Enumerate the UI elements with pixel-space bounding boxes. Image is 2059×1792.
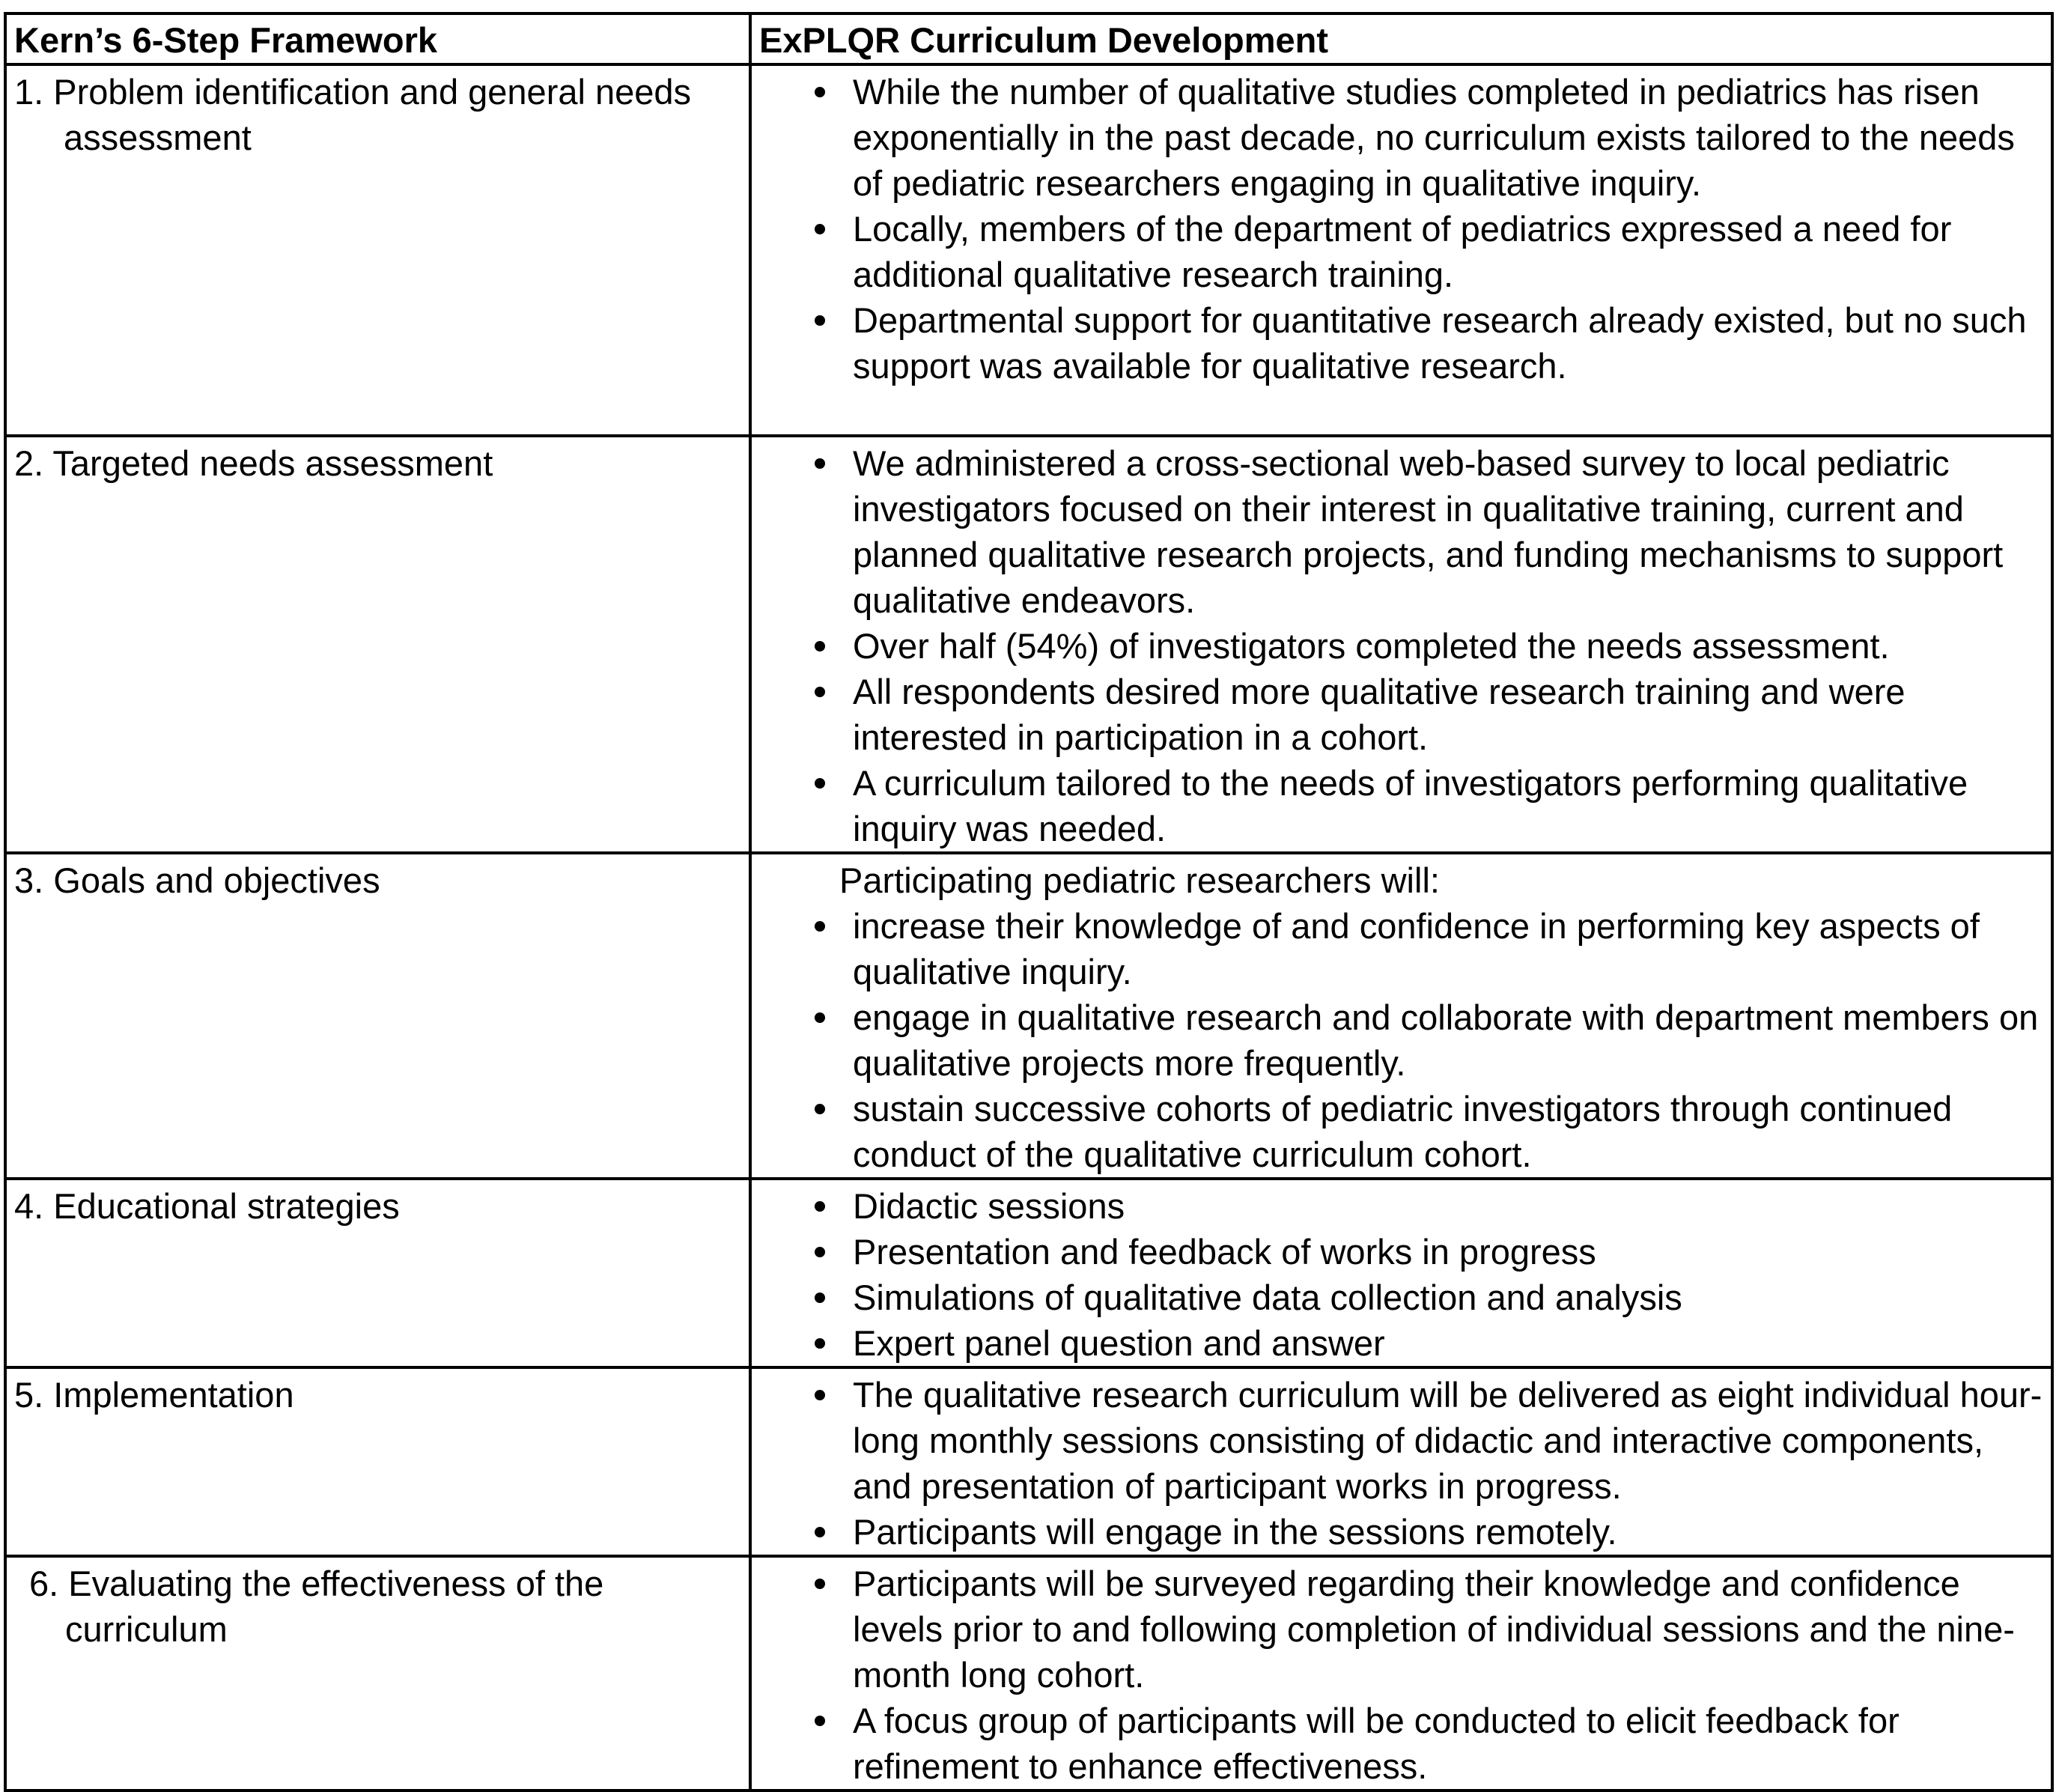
step-cell bbox=[5, 853, 750, 1179]
bullet-list bbox=[752, 440, 2046, 851]
detail-cell bbox=[750, 1556, 2052, 1791]
list-item: sustain successive cohorts of pediatric investigators through continued conduct of the qualitative curriculum cohort. bbox=[752, 1086, 2046, 1177]
list-item: Didactic sessions bbox=[752, 1183, 2046, 1229]
list-item: Simulations of qualitative data collection and analysis bbox=[752, 1275, 2046, 1320]
detail-cell bbox=[750, 436, 2052, 853]
list-item: The qualitative research curriculum will be delivered as eight individual hour-long monthly sessions consisting of didactic and interactive components, and presentation of participant works in progress. bbox=[752, 1372, 2046, 1509]
step-cell bbox=[5, 64, 750, 436]
table-row bbox=[5, 1367, 2052, 1556]
step-label: 1. Problem identification and general needs assessment bbox=[14, 72, 692, 157]
step-label: 4. Educational strategies bbox=[14, 1186, 400, 1226]
list-item: We administered a cross-sectional web-based survey to local pediatric investigators focused on their interest in qualitative training, current and planned qualitative research projects, and funding mechanisms to support qualitative endeavors. bbox=[752, 440, 2046, 623]
table-row bbox=[5, 64, 2052, 436]
detail-cell bbox=[750, 1367, 2052, 1556]
list-item: Presentation and feedback of works in progress bbox=[752, 1229, 2046, 1275]
table-row bbox=[5, 1556, 2052, 1791]
list-item: Departmental support for quantitative research already existed, but no such support was available for qualitative research. bbox=[752, 297, 2046, 389]
table-row bbox=[5, 436, 2052, 853]
header-framework: Kern’s 6-Step Framework bbox=[5, 13, 750, 64]
table-row bbox=[5, 853, 2052, 1179]
detail-cell bbox=[750, 853, 2052, 1179]
list-item: increase their knowledge of and confidence in performing key aspects of qualitative inquiry. bbox=[752, 903, 2046, 994]
detail-cell bbox=[750, 64, 2052, 436]
list-item: Participants will engage in the sessions remotely. bbox=[752, 1509, 2046, 1555]
list-item: Participants will be surveyed regarding their knowledge and confidence levels prior to and following completion of individual sessions and the nine-month long cohort. bbox=[752, 1561, 2046, 1698]
step-cell bbox=[5, 1556, 750, 1791]
bullet-list bbox=[752, 1183, 2046, 1366]
header-row bbox=[5, 13, 2052, 64]
objectives-lead: Participating pediatric researchers will: bbox=[839, 860, 1440, 900]
list-item: engage in qualitative research and collaborate with department members on qualitative projects more frequently. bbox=[752, 994, 2046, 1086]
list-item: While the number of qualitative studies completed in pediatrics has risen exponentially in the past decade, no curriculum exists tailored to the needs of pediatric researchers engaging in qualitative inquiry. bbox=[752, 69, 2046, 206]
list-item: A curriculum tailored to the needs of investigators performing qualitative inquiry was needed. bbox=[752, 760, 2046, 851]
bullet-list bbox=[752, 1372, 2046, 1555]
step-cell bbox=[5, 436, 750, 853]
step-label: 3. Goals and objectives bbox=[14, 860, 380, 900]
bullet-list bbox=[752, 69, 2046, 389]
list-item: Locally, members of the department of pediatrics expressed a need for additional qualitative research training. bbox=[752, 206, 2046, 297]
step-label: 5. Implementation bbox=[14, 1375, 294, 1415]
step-label: 2. Targeted needs assessment bbox=[14, 443, 493, 483]
table-row bbox=[5, 1179, 2052, 1367]
bullet-list bbox=[752, 1561, 2046, 1789]
bullet-list bbox=[752, 903, 2046, 1177]
framework-table bbox=[4, 12, 2054, 1792]
list-item: Expert panel question and answer bbox=[752, 1320, 2046, 1366]
step-cell bbox=[5, 1367, 750, 1556]
list-item: Over half (54%) of investigators completed the needs assessment. bbox=[752, 623, 2046, 669]
detail-cell bbox=[750, 1179, 2052, 1367]
step-cell bbox=[5, 1179, 750, 1367]
step-label: 6. Evaluating the effectiveness of the curriculum bbox=[29, 1564, 604, 1649]
header-curriculum: ExPLQR Curriculum Development bbox=[750, 13, 2052, 64]
list-item: All respondents desired more qualitative research training and were interested in participation in a cohort. bbox=[752, 669, 2046, 760]
list-item: A focus group of participants will be conducted to elicit feedback for refinement to enhance effectiveness. bbox=[752, 1698, 2046, 1789]
